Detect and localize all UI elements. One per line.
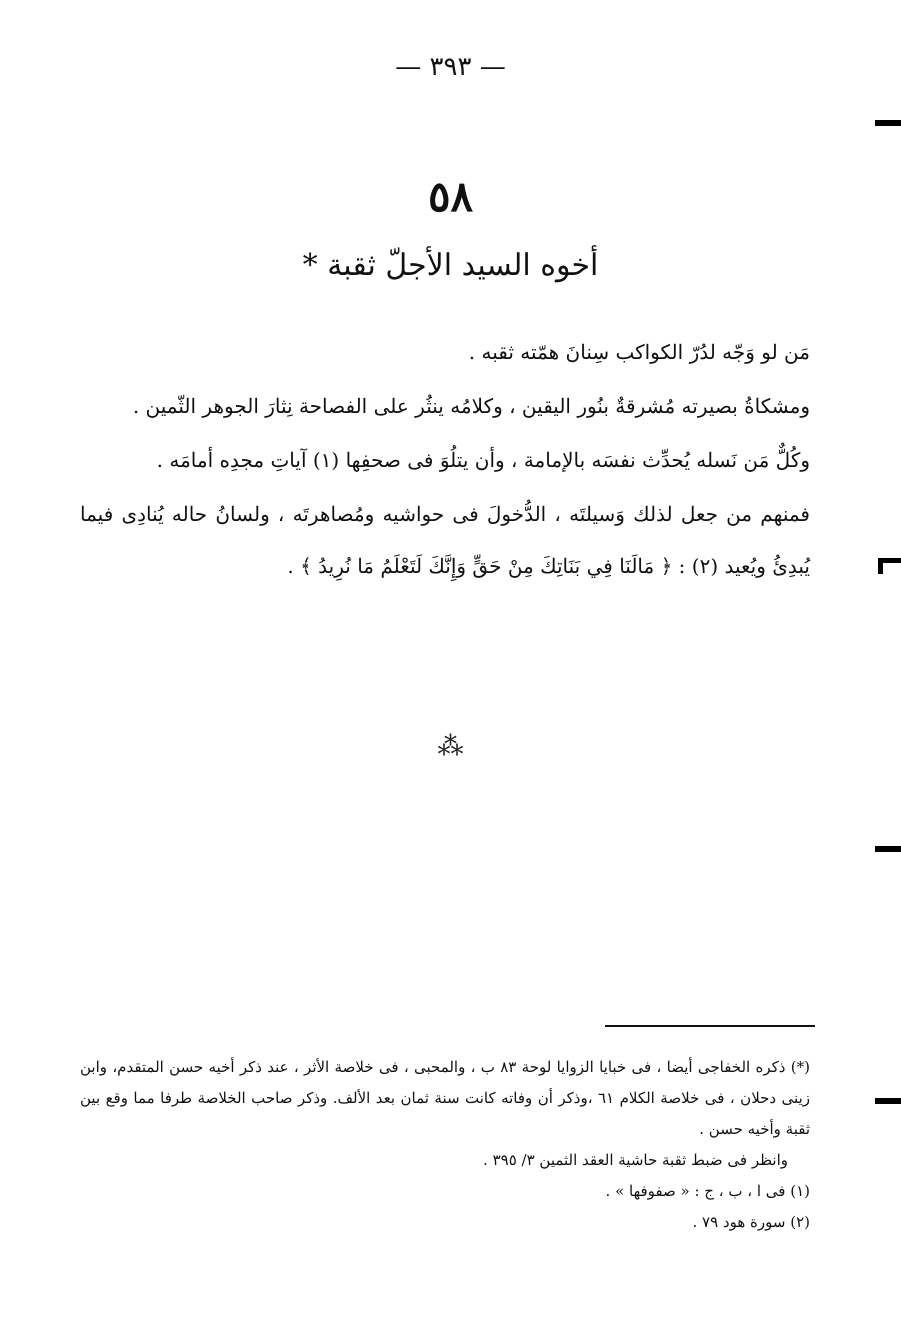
paragraph: ومشكاةُ بصيرته مُشرقةٌ بنُور اليقين ، وكلامُه ينثُر على الفصاحة نِثارَ الجوهر الثّمين . <box>132 394 810 418</box>
page-number: — ٣٩٣ — <box>395 52 506 82</box>
scan-edge-mark <box>875 120 901 126</box>
paragraph: مَن لو وَجّه لدُرّ الكواكب سِنانَ همّته ثقبه . <box>468 340 810 364</box>
footnote-divider <box>605 1025 815 1027</box>
entry-number: ٥٨ <box>427 172 474 221</box>
entry-title: أخوه السيد الأجلّ ثقبة * <box>302 248 599 283</box>
footnotes <box>80 1052 810 1238</box>
footnote-item: (*) ذكره الخفاجى أيضا ، فى خبايا الزوايا لوحة ٨٣ ب ، والمحبى ، فى خلاصة الأثر ، عند ذكر أخيه حسن المتقدم، وابن زينى دحلان ، فى خلاصة الكلام ٦١ ،وذكر أن وفاته كانت سنة ثمان بعد الألف. وذكر صاحب الخلاصة طرفا مما وقع بين ثقبة وأخيه حسن . <box>80 1058 810 1138</box>
paragraph: وكُلٌّ مَن نَسله يُحدِّث نفسَه بالإمامة ، وأن يتلُوَ فى صحفِها (١) آياتِ مجدِه أمامَه . <box>156 448 810 472</box>
paragraph: فمنهم من جعل لذلك وَسيلتَه ، الدُّخولَ فى حواشيه ومُصاهرتَه ، ولسانُ حاله يُنادِى فيما يُبدِئُ ويُعيد (٢) : ﴿ مَالَنَا فِي بَنَاتِكَ مِنْ حَقٍّ وَإِنَّكَ لَتَعْلَمُ مَا نُرِيدُ ﴾ . <box>80 502 810 578</box>
footnote-item: (١) فى ا ، ب ، ج : « صفوفها » . <box>605 1182 810 1200</box>
section-ornament: ⁂ <box>437 732 464 762</box>
footnote-item: (٢) سورة هود ٧٩ . <box>692 1213 810 1231</box>
scan-edge-mark <box>881 558 901 563</box>
scan-edge-mark <box>878 558 883 574</box>
scan-edge-mark <box>875 1098 901 1104</box>
scan-edge-mark <box>875 846 901 852</box>
main-text <box>80 326 810 594</box>
footnote-item: وانظر فى ضبط ثقبة حاشية العقد الثمين ٣/ ٣٩٥ . <box>483 1151 788 1169</box>
